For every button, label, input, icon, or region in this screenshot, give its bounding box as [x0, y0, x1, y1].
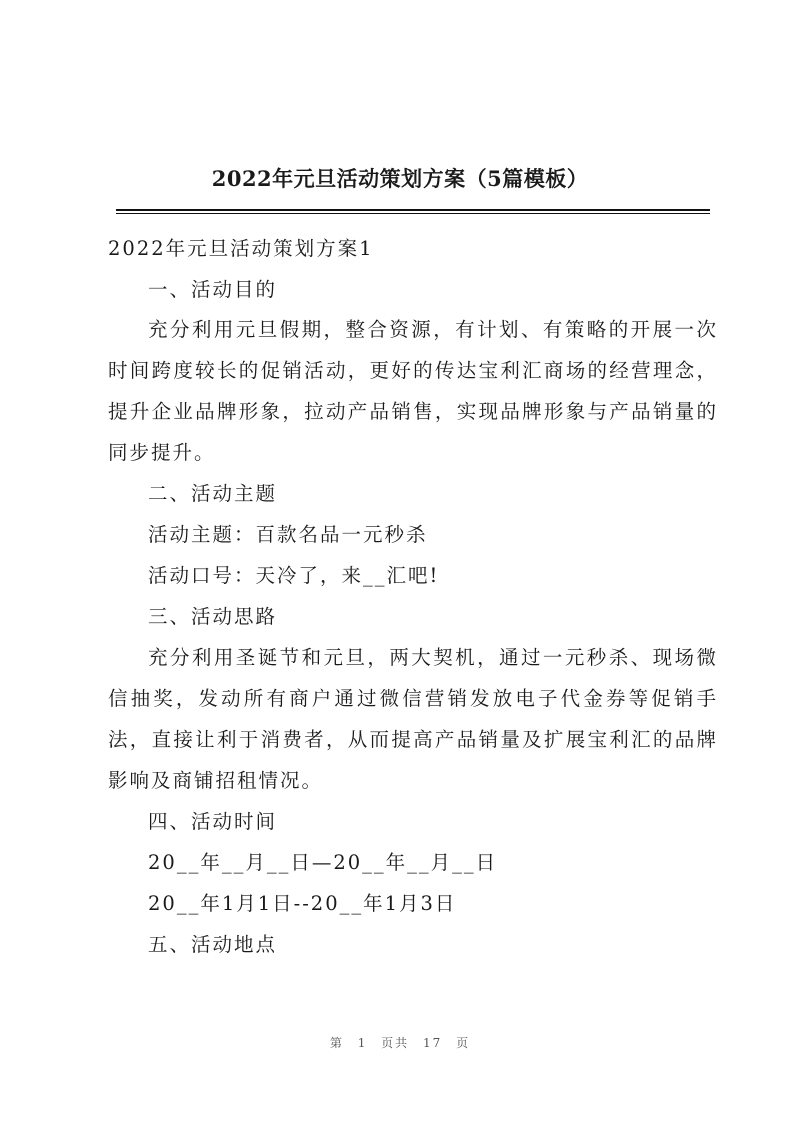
activity-theme-text: 活动主题：百款名品一元秒杀 [148, 523, 428, 546]
paragraph-line: 影响及商铺招租情况。 [108, 769, 324, 792]
footer-suffix: 页 [456, 1036, 471, 1050]
footer-total-pages: 17 [423, 1036, 443, 1050]
paragraph-line: 时间跨度较长的促销活动，更好的传达宝利汇商场的经营理念， [108, 359, 718, 382]
document-title: 2022年元旦活动策划方案（5篇模板） [211, 166, 589, 191]
heading-activity-location: 五、活动地点 [148, 933, 278, 956]
heading-activity-theme: 二、活动主题 [148, 482, 278, 505]
title-rule-thin [116, 213, 710, 214]
paragraph-line: 同步提升。 [108, 441, 216, 464]
paragraph-line: 信抽奖，发动所有商户通过微信营销发放电子代金券等促销手 [108, 687, 718, 710]
heading-activity-time: 四、活动时间 [148, 810, 278, 833]
heading-activity-purpose: 一、活动目的 [148, 278, 278, 301]
page-footer [0, 1034, 800, 1051]
activity-time-dates: 20__年1月1日--20__年1月3日 [148, 892, 457, 915]
paragraph-line: 提升企业品牌形象，拉动产品销售，实现品牌形象与产品销量的 [108, 400, 718, 423]
footer-mid: 页共 [381, 1036, 410, 1050]
paragraph-line: 法，直接让利于消费者，从而提高产品销量及扩展宝利汇的品牌 [108, 728, 718, 751]
activity-time-template: 20__年__月__日—20__年__月__日 [148, 851, 498, 874]
section-heading-plan-1: 2022年元旦活动策划方案1 [108, 237, 374, 260]
heading-activity-approach: 三、活动思路 [148, 605, 278, 628]
title-rule-thick [116, 209, 710, 211]
paragraph-line: 充分利用圣诞节和元旦，两大契机，通过一元秒杀、现场微 [148, 646, 718, 669]
footer-page-number: 1 [357, 1036, 368, 1050]
footer-prefix: 第 [329, 1036, 344, 1050]
paragraph-line: 充分利用元旦假期，整合资源，有计划、有策略的开展一次 [148, 318, 718, 341]
activity-slogan-text: 活动口号：天冷了，来__汇吧! [148, 564, 440, 587]
